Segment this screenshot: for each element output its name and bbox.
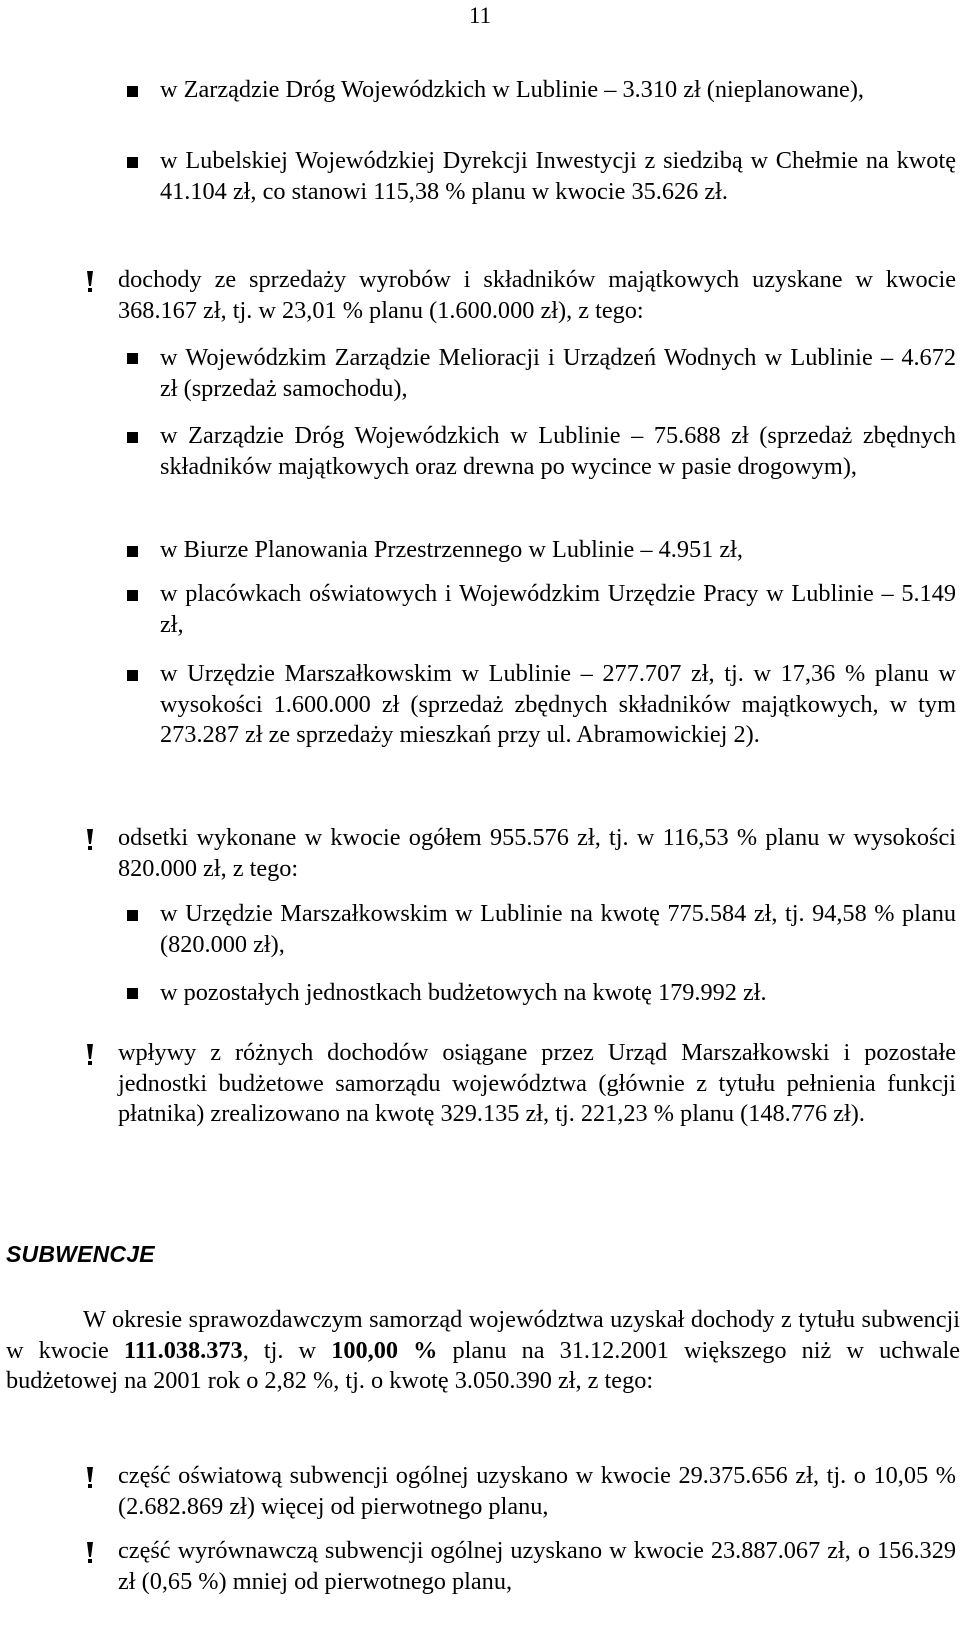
exclamation-bullet-icon bbox=[84, 1044, 96, 1066]
list-item-text: w Zarządzie Dróg Wojewódzkich w Lublinie – 3.310 zł (nieplanowane), bbox=[160, 76, 864, 103]
section-heading: SUBWENCJE bbox=[6, 1241, 155, 1267]
square-bullet-icon bbox=[127, 432, 138, 443]
paragraph-text: , tj. w bbox=[242, 1336, 332, 1364]
list-item-text: w Urzędzie Marszałkowskim w Lublinie – 277.707 zł, tj. w 17,36 % planu w wysokości 1.600.000 zł (sprzedaż zbędnych składników majątkowych, w tym 273.287 zł ze sprzedaży mieszkań przy ul. Abramowickiej 2). bbox=[160, 660, 956, 748]
list-item bbox=[160, 579, 956, 640]
list-item-text: odsetki wykonane w kwocie ogółem 955.576 zł, tj. w 116,53 % planu w wysokości 820.000 zł, z tego: bbox=[118, 824, 956, 882]
list-item bbox=[118, 1038, 956, 1130]
exclamation-bullet-icon bbox=[84, 1467, 96, 1489]
exclamation-bullet-icon bbox=[84, 271, 96, 293]
list-item bbox=[160, 146, 956, 207]
list-item bbox=[118, 1461, 956, 1522]
list-item bbox=[160, 343, 956, 404]
square-bullet-icon bbox=[127, 353, 138, 364]
square-bullet-icon bbox=[127, 988, 138, 999]
list-item-text: w pozostałych jednostkach budżetowych na kwotę 179.992 zł. bbox=[160, 979, 767, 1006]
paragraph-text: planu na 31.12.2001 większego niż w uchwale budżetowej na 2001 rok o 2,82 %, tj. o kwotę 3.050.390 zł, z tego: bbox=[6, 1336, 960, 1394]
list-item-text: część wyrównawczą subwencji ogólnej uzyskano w kwocie 23.887.067 zł, o 156.329 zł (0,65 %) mniej od pierwotnego planu, bbox=[118, 1537, 956, 1595]
list-item bbox=[118, 823, 956, 884]
list-item bbox=[160, 899, 956, 960]
page-number: 11 bbox=[469, 3, 492, 28]
list-item bbox=[160, 421, 956, 482]
list-item bbox=[160, 978, 956, 1009]
paragraph-bold-percent: 100,00 % bbox=[331, 1336, 438, 1364]
list-item-text: dochody ze sprzedaży wyrobów i składników majątkowych uzyskane w kwocie 368.167 zł, tj. w 23,01 % planu (1.600.000 zł), z tego: bbox=[118, 266, 956, 324]
list-item bbox=[160, 659, 956, 751]
list-item-text: wpływy z różnych dochodów osiągane przez Urząd Marszałkowski i pozostałe jednostki budżetowe samorządu województwa (głównie z tytułu pełnienia funkcji płatnika) zrealizowano na kwotę 329.135 zł, tj. 221,23 % planu (148.776 zł). bbox=[118, 1039, 956, 1127]
list-item-text: w Wojewódzkim Zarządzie Melioracji i Urządzeń Wodnych w Lublinie – 4.672 zł (sprzedaż samochodu), bbox=[160, 344, 956, 402]
square-bullet-icon bbox=[127, 910, 138, 921]
list-item-text: w Lubelskiej Wojewódzkiej Dyrekcji Inwestycji z siedzibą w Chełmie na kwotę 41.104 zł, co stanowi 115,38 % planu w kwocie 35.626 zł. bbox=[160, 147, 956, 205]
exclamation-bullet-icon bbox=[84, 829, 96, 851]
square-bullet-icon bbox=[127, 86, 138, 97]
list-item bbox=[160, 535, 956, 566]
list-item-text: część oświatową subwencji ogólnej uzyskano w kwocie 29.375.656 zł, tj. o 10,05 % (2.682.869 zł) więcej od pierwotnego planu, bbox=[118, 1462, 956, 1520]
square-bullet-icon bbox=[127, 546, 138, 557]
exclamation-bullet-icon bbox=[84, 1542, 96, 1564]
paragraph-text: W okresie sprawozdawczym samorząd województwa uzyskał dochody z tytułu subwencji w kwocie bbox=[6, 1306, 960, 1364]
square-bullet-icon bbox=[127, 157, 138, 168]
square-bullet-icon bbox=[127, 670, 138, 681]
list-item-text: w Zarządzie Dróg Wojewódzkich w Lublinie – 75.688 zł (sprzedaż zbędnych składników majątkowych oraz drewna po wycince w pasie drogowym), bbox=[160, 422, 956, 480]
list-item-text: w Biurze Planowania Przestrzennego w Lublinie – 4.951 zł, bbox=[160, 536, 743, 563]
list-item bbox=[118, 265, 956, 326]
list-item-text: w placówkach oświatowych i Wojewódzkim Urzędzie Pracy w Lublinie – 5.149 zł, bbox=[160, 580, 956, 638]
list-item bbox=[160, 75, 956, 106]
list-item bbox=[118, 1536, 956, 1597]
body-paragraph bbox=[6, 1305, 960, 1397]
square-bullet-icon bbox=[127, 590, 138, 601]
list-item-text: w Urzędzie Marszałkowskim w Lublinie na kwotę 775.584 zł, tj. 94,58 % planu (820.000 zł), bbox=[160, 900, 956, 958]
paragraph-bold-amount: 111.038.373 bbox=[123, 1336, 243, 1364]
